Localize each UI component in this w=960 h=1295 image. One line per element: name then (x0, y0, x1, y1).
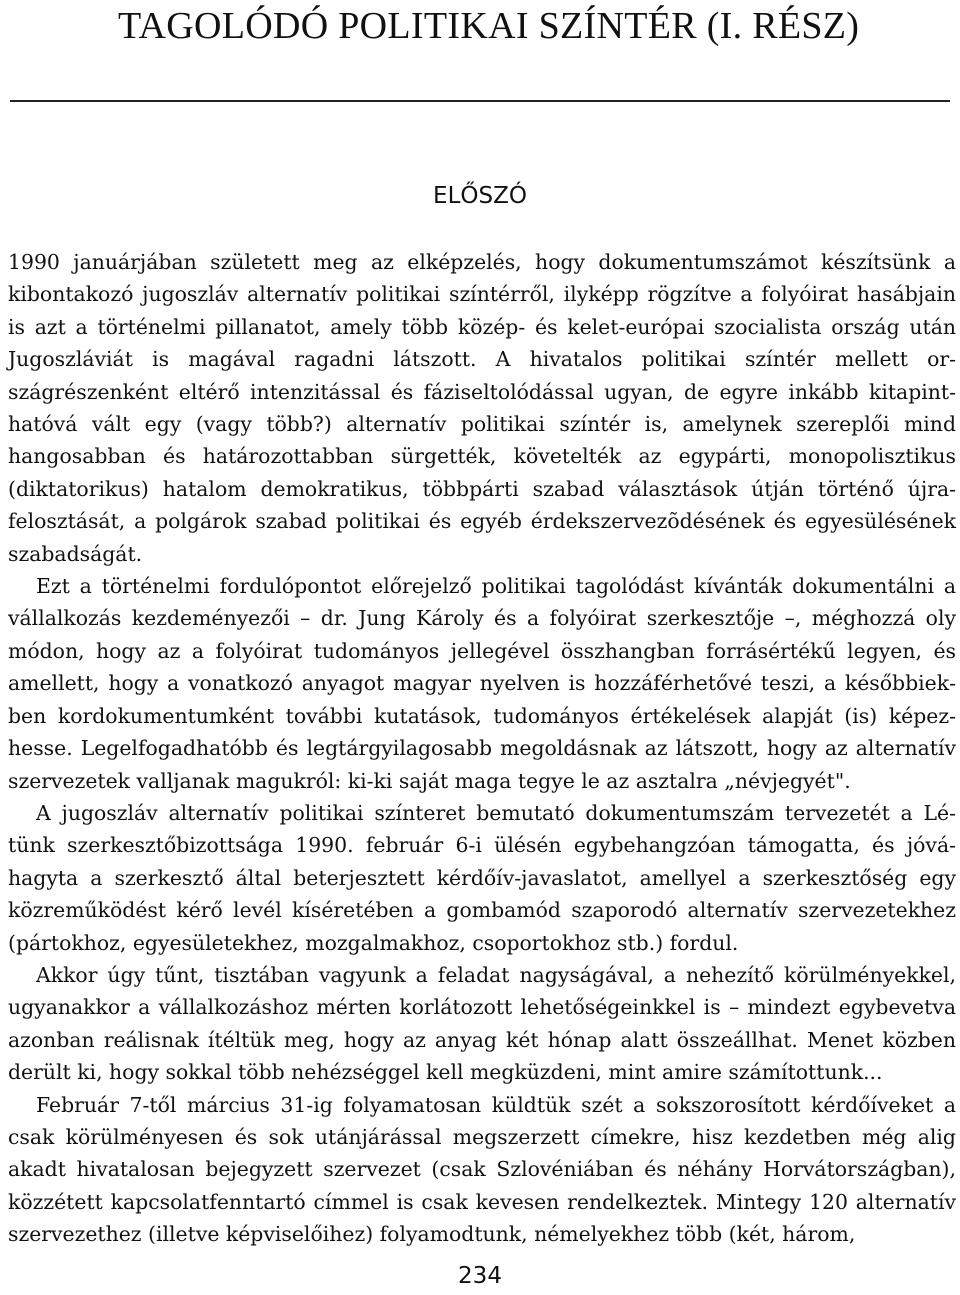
section-title: ELŐSZÓ (433, 183, 527, 209)
paragraph: Ezt a történelmi fordulópontot előrejelző politikai tagolódást kívánták dokumentálni a vállalkozás kezdeményezői – dr. Jung Károly és a folyóirat szerkesztője –, méghozzá oly módon, hogy az a folyóirat tudományos jellegével összhangban forrásértékű legyen, és amellett, hogy a vonatkozó anyagot magyar nyelven is hozzáférhetővé teszi, a későbbiekben kordokumentumként további kutatások, tudományos értékelések alapját (is) képezhesse. Legelfogadhatóbb és legtárgyilagosabb megoldásnak az látszott, hogy az alternatív szervezetek valljanak magukról: ki-ki saját maga tegye le az asztalra „névjegyét". (8, 574, 956, 793)
paragraph: Akkor úgy tűnt, tisztában vagyunk a feladat nagyságával, a nehezítő körülményekkel, ugyanakkor a vállalkozáshoz mérten korlátozott lehetőségeinkkel is – mindezt egybevetva azonban reálisnak ítéltük meg, hogy az anyag két hónap alatt összeállhat. Menet közben derült ki, hogy sokkal több nehézséggel kell megküzdeni, mint amire számítottunk... (8, 962, 956, 1085)
paragraph: 1990 januárjában született meg az elképzelés, hogy dokumentumszámot készítsünk a kibontakozó jugoszláv alternatív politikai színtérről, ilyképp rögzítve a folyóirat hasábjain is azt a történelmi pillanatot, amely több közép- és kelet-európai szocialista ország után Jugoszláviát is magával ragadni látszott. A hivatalos politikai színtér mellett országrészenként eltérő intenzitással és fáziseltolódással ugyan, de egyre inkább kitapinthatóvá vált egy (vagy több?) alternatív politikai színtér is, amelynek szereplői mind hangosabban és határozottabban sürgették, követelték az egypárti, monopolisztikus (diktatorikus) hatalom demokratikus, többpárti szabad választások útján történő újrafelosztását, a polgárok szabad politikai és egyéb érdekszervezõdésének és egyesülésének szabadságát. (8, 250, 956, 566)
paragraph: Február 7-től március 31-ig folyamatosan küldtük szét a sokszorosított kérdőíveket a csak körülményesen és sok utánjárással megszerzett címekre, hisz kezdetben még alig akadt hivatalosan bejegyzett szervezet (csak Szlovéniában és néhány Horvátországban), közzétett kapcsolatfenntartó címmel is csak kevesen rendelkeztek. Mintegy 120 alternatív szervezethez (illetve képviselőihez) folyamodtunk, némelyekhez több (két, három, (8, 1092, 956, 1247)
paragraph: A jugoszláv alternatív politikai színteret bemutató dokumentumszám tervezetét a Létünk szerkesztőbizottsága 1990. február 6-i ülésén egybehangzóan támogatta, és jóváhagyta a szerkesztő által beterjesztett kérdőív-javaslatot, amellyel a szerkesztőség egy közreműködést kérő levél kíséretében a gombamód szaporodó alternatív szervezetekhez (pártokhoz, egyesületekhez, mozgalmakhoz, csoportokhoz stb.) fordul. (8, 800, 956, 955)
page-number: 234 (458, 1263, 502, 1289)
body-text (8, 246, 956, 1251)
document-title: TAGOLÓDÓ POLITIKAI SZÍNTÉR (I. RÉSZ) (118, 5, 860, 47)
title-divider (10, 100, 950, 102)
